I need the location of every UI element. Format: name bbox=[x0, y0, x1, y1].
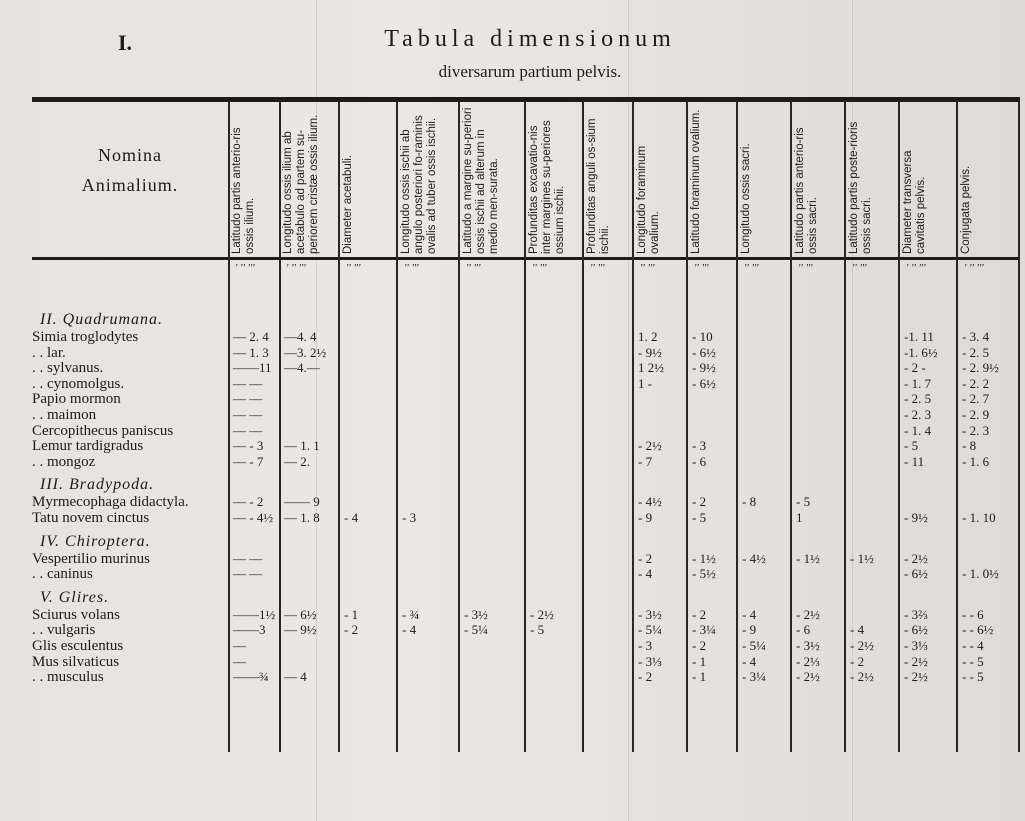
table-cell: — 1. 8 bbox=[284, 510, 320, 525]
table-cell: — 2. bbox=[284, 453, 310, 469]
table-cell: - 2 bbox=[638, 669, 653, 685]
table-cell: - 3 bbox=[402, 510, 417, 525]
column-header bbox=[528, 106, 580, 254]
table-cell: - 1. 0½ bbox=[962, 566, 999, 582]
table-cell: - 5 bbox=[796, 494, 811, 510]
table-cell: 1. 2 bbox=[638, 329, 658, 344]
table-cell: - 2. 2 bbox=[962, 375, 990, 391]
table-cell: — - 3 bbox=[233, 438, 264, 454]
column-header bbox=[636, 106, 684, 254]
table-cell: — — bbox=[233, 422, 263, 438]
table-cell: - 2½ bbox=[796, 669, 820, 685]
table-cell: — 1. 3 bbox=[233, 344, 269, 360]
table-cell: - 6½ bbox=[692, 375, 716, 391]
column-header-label: Longitudo ossis ilium ab acetabulo ad partem su-periorem cristæ ossis ilium. bbox=[282, 114, 320, 254]
table-cell: — — bbox=[233, 407, 263, 422]
table-cell: - 7 bbox=[638, 453, 653, 469]
table-row bbox=[0, 438, 1025, 454]
table-cell: — - 2 bbox=[233, 494, 264, 510]
table-cell: — 1. 1 bbox=[284, 438, 320, 454]
column-header-label: Longitudo ossis sacri. bbox=[740, 143, 752, 254]
column-header-label: Diameter acetabuli. bbox=[342, 154, 354, 254]
column-header bbox=[690, 106, 734, 254]
table-cell: - 2½ bbox=[904, 653, 928, 669]
column-header-label: Latitudo a margine su-periori ossis ischii ad alterum in medio men-surata. bbox=[462, 107, 500, 254]
animal-name: Myrmecophaga didactyla. bbox=[32, 494, 189, 511]
animal-name: Sciurus volans bbox=[32, 606, 120, 623]
column-header bbox=[586, 106, 630, 254]
column-header-label: Latitudo partis poste-rioris ossis sacri. bbox=[848, 121, 873, 254]
table-row bbox=[0, 423, 1025, 439]
table-cell: - 2 bbox=[344, 622, 359, 638]
table-cell: - - 6 bbox=[962, 606, 984, 622]
name-header-line1: Nomina bbox=[98, 145, 162, 165]
table-cell: — - 4½ bbox=[233, 510, 274, 525]
table-row bbox=[0, 391, 1025, 407]
table-cell: - 3⅔ bbox=[904, 606, 928, 622]
unit-label: '' ''' bbox=[346, 262, 361, 274]
table-row bbox=[0, 622, 1025, 638]
table-cell: — 6½ bbox=[284, 606, 317, 622]
table-cell: - 3½ bbox=[796, 638, 820, 653]
group-title bbox=[40, 476, 154, 494]
table-cell: - 2½ bbox=[850, 669, 874, 685]
animal-name: Mus silvaticus bbox=[32, 653, 120, 670]
table-cell: - 3½ bbox=[464, 606, 488, 622]
table-cell: - 2. 5 bbox=[962, 344, 990, 360]
table-cell: - 2½ bbox=[796, 606, 820, 622]
table-cell: - 1. 4 bbox=[904, 422, 932, 438]
unit-label: ' '' ''' bbox=[964, 262, 984, 274]
table-row bbox=[0, 376, 1025, 392]
column-header bbox=[960, 106, 1016, 254]
table-cell: 1 2½ bbox=[638, 360, 664, 376]
page-subtitle: diversarum partium pelvis. bbox=[438, 62, 622, 81]
column-header-label: Diameter transversa cavitatis pelvis. bbox=[902, 150, 927, 254]
table-cell: - 9½ bbox=[904, 510, 928, 525]
table-row bbox=[0, 551, 1025, 567]
table-cell: - 4 bbox=[402, 622, 417, 638]
animal-name: . . caninus bbox=[32, 566, 93, 583]
table-cell: - 1½ bbox=[796, 550, 820, 566]
table-cell: — - 7 bbox=[233, 453, 264, 469]
table-cell: - 2½ bbox=[530, 606, 554, 622]
table-row bbox=[0, 566, 1025, 582]
table-cell: - 6 bbox=[692, 453, 707, 469]
table-cell: - 5 bbox=[904, 438, 919, 454]
table-cell: —— 9 bbox=[284, 494, 320, 510]
table-cell: — 4 bbox=[284, 669, 307, 685]
table-cell: - 2. 5 bbox=[904, 391, 932, 407]
animal-name: Lemur tardigradus bbox=[32, 438, 144, 455]
column-header bbox=[794, 106, 842, 254]
table-cell: ——11 bbox=[233, 360, 272, 376]
table-row bbox=[0, 494, 1025, 510]
table-cell: - 2 bbox=[850, 653, 865, 669]
table-cell: - 1½ bbox=[850, 550, 874, 566]
table-cell: -1. 6½ bbox=[904, 344, 938, 360]
table-cell: - 2. 9½ bbox=[962, 360, 999, 376]
table-cell: - 9 bbox=[742, 622, 757, 638]
animal-name: Vespertilio murinus bbox=[32, 550, 150, 567]
table-cell: - - 5 bbox=[962, 653, 984, 669]
unit-label: ' '' ''' bbox=[906, 262, 926, 274]
table-cell: - 4 bbox=[850, 622, 865, 638]
table-cell: - 5¼ bbox=[742, 638, 766, 653]
table-cell: - 5¼ bbox=[638, 622, 662, 638]
table-row bbox=[0, 510, 1025, 526]
table-cell: - 8 bbox=[742, 494, 757, 510]
table-cell: - 5½ bbox=[692, 566, 716, 582]
animal-name: . . maimon bbox=[32, 407, 97, 423]
table-cell: 1 - bbox=[638, 375, 653, 391]
table-cell: - 9 bbox=[638, 510, 653, 525]
table-cell: — — bbox=[233, 566, 263, 582]
group-title-text: III. Bradypoda. bbox=[40, 476, 155, 494]
page-title: Tabula dimensionum bbox=[384, 26, 676, 52]
animal-name: . . cynomolgus. bbox=[32, 375, 125, 392]
table-cell: - 2. 7 bbox=[962, 391, 990, 407]
table-row bbox=[0, 669, 1025, 685]
table-cell: —4. 4 bbox=[284, 329, 317, 344]
table-cell: - 2 - bbox=[904, 360, 926, 376]
animal-name: . . mongoz bbox=[32, 453, 96, 470]
table-cell: - 2⅓ bbox=[796, 653, 820, 669]
table-row bbox=[0, 607, 1025, 623]
top-rule bbox=[32, 97, 1020, 102]
header-rule bbox=[32, 257, 1020, 260]
table-cell: —4.— bbox=[284, 360, 320, 376]
table-cell: - 3. 4 bbox=[962, 329, 990, 344]
table-cell: - 11 bbox=[904, 453, 925, 469]
table-cell: - 6½ bbox=[904, 566, 928, 582]
table-cell: - 2. 3 bbox=[962, 422, 990, 438]
table-cell: - 9½ bbox=[638, 344, 662, 360]
name-header-line2: Animalium. bbox=[81, 175, 179, 195]
table-row bbox=[0, 360, 1025, 376]
column-header-label: Latitudo partis anterio-ris ossis ilium. bbox=[231, 127, 256, 254]
column-header bbox=[848, 106, 896, 254]
unit-label: '' ''' bbox=[404, 262, 419, 274]
table-cell: - 4½ bbox=[742, 550, 766, 566]
table-row bbox=[0, 638, 1025, 654]
table-row bbox=[0, 454, 1025, 470]
table-cell: - 3 bbox=[692, 438, 707, 454]
table-cell: - 1 bbox=[344, 606, 359, 622]
unit-label: '' ''' bbox=[640, 262, 655, 274]
table-cell: - - 4 bbox=[962, 638, 984, 653]
group-title-text: V. Glires. bbox=[40, 588, 110, 606]
table-row bbox=[0, 329, 1025, 345]
table-cell: - 8 bbox=[962, 438, 977, 454]
table-cell: - 4 bbox=[742, 606, 757, 622]
table-cell: - ¾ bbox=[402, 606, 420, 622]
table-cell: ——1½ bbox=[233, 606, 276, 622]
table-cell: - 3¼ bbox=[692, 622, 716, 638]
table-cell: — 9½ bbox=[284, 622, 317, 638]
table-cell: - - 5 bbox=[962, 669, 984, 685]
table-cell: — — bbox=[233, 375, 263, 391]
table-cell: - 6½ bbox=[692, 344, 716, 360]
column-header-label: Latitudo foraminum ovalium. bbox=[690, 109, 702, 254]
table-cell: - 1 bbox=[692, 653, 707, 669]
table-cell: - 2½ bbox=[850, 638, 874, 653]
animal-name: Cercopithecus paniscus bbox=[32, 422, 174, 439]
column-header bbox=[902, 106, 954, 254]
unit-label: '' ''' bbox=[744, 262, 759, 274]
table-row bbox=[0, 654, 1025, 670]
table-cell: - 1. 7 bbox=[904, 375, 932, 391]
unit-label: ' '' ''' bbox=[235, 262, 255, 274]
column-header bbox=[342, 106, 394, 254]
table-cell: - 1 bbox=[692, 669, 707, 685]
table-cell: - 3½ bbox=[638, 606, 662, 622]
animal-name: Glis esculentus bbox=[32, 638, 124, 654]
table-row bbox=[0, 407, 1025, 423]
table-cell: - 4½ bbox=[638, 494, 662, 510]
table-cell: - 2½ bbox=[904, 550, 928, 566]
table-cell: - 2 bbox=[692, 606, 707, 622]
column-header bbox=[282, 106, 336, 254]
group-title bbox=[40, 533, 151, 551]
group-title-text: IV. Chiroptera. bbox=[40, 532, 151, 550]
table-cell: — bbox=[233, 638, 246, 653]
group-title-text: II. Quadrumana. bbox=[40, 311, 163, 328]
column-header-label: Conjugata pelvis. bbox=[960, 165, 972, 254]
unit-label: '' ''' bbox=[852, 262, 867, 274]
column-header-label: Profunditas anguli os-sium ischii. bbox=[586, 118, 611, 254]
table-row bbox=[0, 345, 1025, 361]
column-header-label: Profunditas excavatio-nis inter margines su-periores ossium ischii. bbox=[528, 120, 566, 254]
table-cell: - 4 bbox=[638, 566, 653, 582]
animal-name: . . vulgaris bbox=[32, 622, 96, 639]
column-header-label: Longitudo ossis ischii ab angulo posteriori fo-raminis ovalis ad tuber ossis ischii. bbox=[400, 115, 438, 254]
unit-label: '' ''' bbox=[466, 262, 481, 274]
unit-label: '' ''' bbox=[694, 262, 709, 274]
table-cell: -1. 11 bbox=[904, 329, 934, 344]
table-cell: - 3⅓ bbox=[904, 638, 928, 653]
table-cell: 1 bbox=[796, 510, 803, 525]
table-cell: - 2. 3 bbox=[904, 407, 932, 422]
animal-name: . . sylvanus. bbox=[32, 360, 104, 377]
table-cell: - 1½ bbox=[692, 550, 716, 566]
table-cell: - 1. 6 bbox=[962, 453, 990, 469]
table-cell: - 4 bbox=[742, 653, 757, 669]
column-header bbox=[400, 106, 456, 254]
table-cell: - 1. 10 bbox=[962, 510, 996, 525]
column-header bbox=[462, 106, 522, 254]
animal-name: . . musculus bbox=[32, 669, 104, 686]
table-cell: — — bbox=[233, 391, 263, 407]
table-cell: — — bbox=[233, 550, 263, 566]
name-column-header bbox=[40, 140, 220, 200]
animal-name: Papio mormon bbox=[32, 391, 121, 408]
column-header bbox=[740, 106, 788, 254]
table-cell: - 5 bbox=[530, 622, 545, 638]
group-title bbox=[40, 589, 109, 607]
column-header-label: Longitudo foraminum ovalium. bbox=[636, 145, 661, 254]
unit-label: ' '' ''' bbox=[286, 262, 306, 274]
table-cell: - 2½ bbox=[904, 669, 928, 685]
animal-name: . . lar. bbox=[32, 344, 66, 361]
column-header bbox=[231, 106, 277, 254]
table-cell: ——3 bbox=[233, 622, 266, 638]
table-cell: - 3⅓ bbox=[638, 653, 662, 669]
table-cell: - 6½ bbox=[904, 622, 928, 638]
table-cell: - 9½ bbox=[692, 360, 716, 376]
table-number: I. bbox=[118, 30, 133, 55]
table-cell: - 5¼ bbox=[464, 622, 488, 638]
table-cell: - 6 bbox=[796, 622, 811, 638]
unit-label: '' ''' bbox=[532, 262, 547, 274]
table-cell: —3. 2½ bbox=[284, 344, 327, 360]
table-cell: - 10 bbox=[692, 329, 713, 344]
table-cell: - 3 bbox=[638, 638, 653, 653]
unit-label: '' ''' bbox=[590, 262, 605, 274]
table-cell: - 2 bbox=[638, 550, 653, 566]
group-title bbox=[40, 311, 163, 329]
table-cell: — bbox=[233, 653, 246, 669]
animal-name: Tatu novem cinctus bbox=[32, 510, 150, 526]
column-header-label: Latitudo partis anterio-ris ossis sacri. bbox=[794, 127, 819, 254]
table-cell: - 5 bbox=[692, 510, 707, 525]
animal-name: Simia troglodytes bbox=[32, 329, 139, 345]
table-cell: ——¾ bbox=[233, 669, 269, 685]
table-cell: - 3¼ bbox=[742, 669, 766, 685]
table-cell: - 2. 9 bbox=[962, 407, 990, 422]
unit-label: '' ''' bbox=[798, 262, 813, 274]
table-cell: - 2 bbox=[692, 494, 707, 510]
table-cell: — 2. 4 bbox=[233, 329, 269, 344]
table-cell: - 2½ bbox=[638, 438, 662, 454]
table-cell: - 2 bbox=[692, 638, 707, 653]
table-cell: - 4 bbox=[344, 510, 359, 525]
table-cell: - - 6½ bbox=[962, 622, 994, 638]
